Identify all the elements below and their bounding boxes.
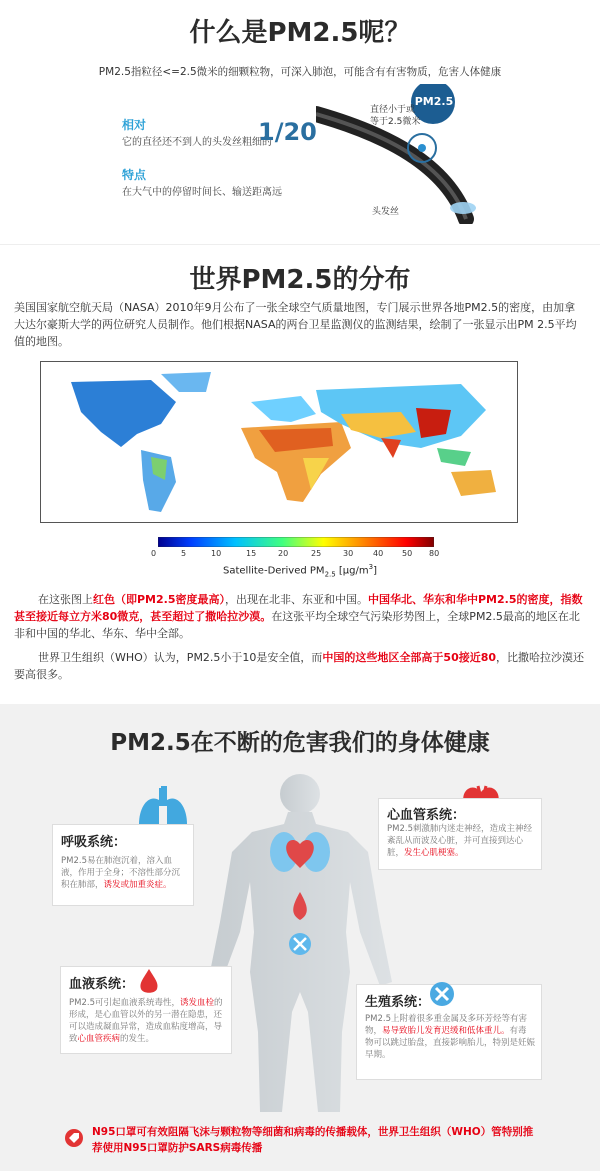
section-health-hazards: [0, 704, 600, 1171]
pm25-badge: PM2.5: [414, 95, 454, 108]
blood-text: PM2.5可引起血液系统毒性，诱发血栓的形成，是心血管以外的另一潜在隐患，还可以造成凝血异常，造成血粘度增高，导致心血管疾病的发生。: [69, 998, 223, 1044]
blood-title: 血液系统：: [69, 977, 135, 992]
tick-5: 5: [181, 549, 187, 558]
hair-label: 头发丝: [372, 207, 400, 217]
section-title-distribution: 世界PM2.5的分布: [189, 265, 411, 295]
nasa-paragraph: 美国国家航空航天局（NASA）2010年9月公布了一张全球空气质量地图，专门展示世界各地PM2.5的密度，由加拿大达尔豪斯大学的两位研究人员制作。他们根据NASA的两台卫星监测仪的监测结果，绘制了一张显示出PM 2.5平均值的地图。: [14, 301, 577, 348]
respiratory-card: [52, 824, 194, 906]
colorbar-label: Satellite-Derived $PM_{2.5}$ $[\mu g/m^3]$: [223, 563, 377, 579]
cardiovascular-card: [378, 798, 542, 870]
relative-heading: 相对: [122, 118, 147, 132]
respiratory-title: 呼吸系统：: [61, 835, 127, 850]
respiratory-text: PM2.5易在肺泡沉着，溶入血液，作用于全身；不溶性部分沉积在肺部，诱发或加重炎症。: [61, 856, 181, 890]
tick-40: 40: [373, 549, 384, 558]
map-description: 在这张图上红色（即PM2.5密度最高），出现在北非、东亚和中国。中国华北、华东和华中PM2.5的密度，指数甚至接近每立方米80微克，甚至超过了撒哈拉沙漠。在这张平均全球空气污染形势图上，全球PM2.5最高的地区在北非和中国的华北、华东、华中全部。: [14, 593, 583, 640]
n95-footer-note: N95口罩可有效阻隔飞沫与颗粒物等细菌和病毒的传播载体，世界卫生组织（WHO）管特别推荐使用N95口罩防护SARS病毒传播: [92, 1126, 534, 1154]
colorbar: [158, 537, 434, 547]
relative-text: 它的直径还不到人的头发丝粗细的: [122, 137, 272, 148]
blood-card: [60, 966, 232, 1054]
tick-25: 25: [311, 549, 322, 558]
world-map-graphic: [41, 362, 517, 522]
tick-0: 0: [151, 549, 157, 558]
diameter-label: 直径小于或 等于2.5微米: [370, 105, 421, 127]
tick-20: 20: [278, 549, 289, 558]
tick-10: 10: [211, 549, 222, 558]
tick-80: 80: [429, 549, 440, 558]
cardiovascular-title: 心血管系统：: [387, 808, 466, 823]
section-title-what: 什么是PM2.5呢？: [189, 18, 411, 48]
feature-heading: 特点: [122, 168, 147, 182]
section-distribution: [0, 244, 600, 705]
tick-50: 50: [402, 549, 413, 558]
section-what-is-pm25: [0, 0, 600, 244]
reproductive-card: [356, 984, 542, 1080]
colorbar-ticks: [151, 549, 441, 561]
section-title-hazards: PM2.5在不断的危害我们的身体健康: [110, 730, 490, 756]
ratio-value: 1/20: [258, 118, 317, 146]
intro-text: PM2.5指粒径<=2.5微米的细颗粒物，可深入肺泡，可能含有有害物质，危害人体健康: [98, 66, 502, 78]
reproductive-icon: [429, 981, 455, 1007]
tick-15: 15: [246, 549, 257, 558]
cardiovascular-text: PM2.5刺激肺内迷走神经，造成主神经紊乱从而波及心脏，并可直接到达心脏，发生心肌梗塞。: [387, 824, 532, 858]
tick-30: 30: [343, 549, 354, 558]
feature-text: 在大气中的停留时间长、输送距离远: [122, 187, 282, 198]
who-paragraph: 世界卫生组织（WHO）认为，PM2.5小于10是安全值，而中国的这些地区全部高于50接近80，比撒哈拉沙漠还要高很多。: [14, 651, 585, 681]
world-map: [40, 361, 518, 523]
reproductive-title: 生殖系统：: [365, 995, 431, 1010]
reproductive-text: PM2.5上附着很多重金属及多环芳烃等有害物，易导致胎儿发育迟缓和低体重儿。有毒物可以跳过胎盘，直接影响胎儿，特别是妊娠早期。: [365, 1014, 536, 1060]
blood-drop-icon: [137, 967, 161, 995]
tag-icon: [64, 1128, 84, 1148]
